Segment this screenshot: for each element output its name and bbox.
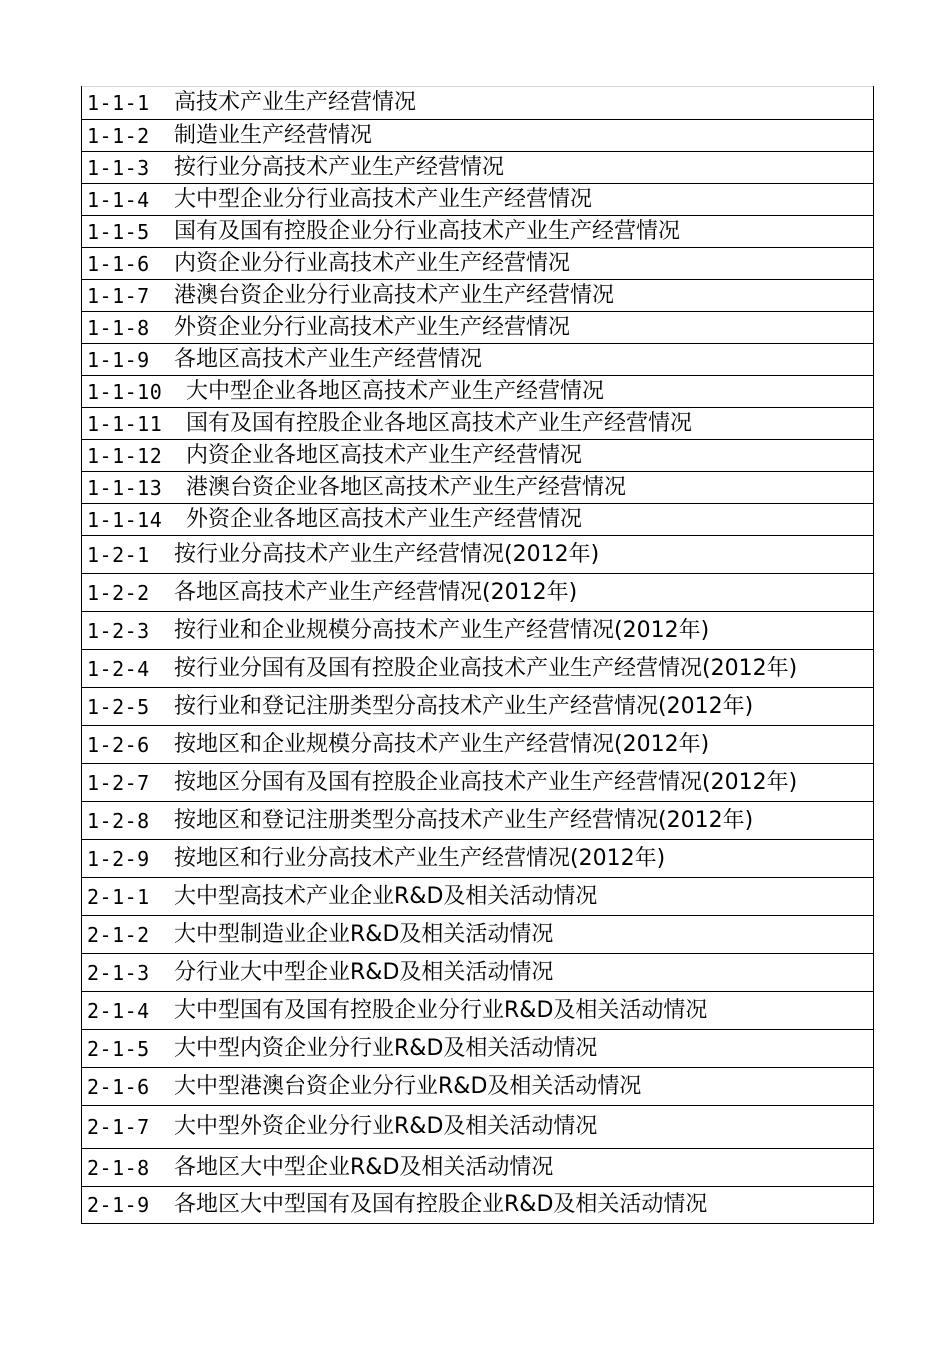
item-title: 外资企业分行业高技术产业生产经营情况 — [174, 314, 571, 340]
item-code: 1-1-10 — [87, 379, 163, 404]
item-title: 大中型国有及国有控股企业分行业R&D及相关活动情况 — [174, 997, 708, 1023]
list-item[interactable] — [82, 1148, 873, 1186]
item-title: 大中型制造业企业R&D及相关活动情况 — [174, 921, 554, 947]
item-code: 2-1-5 — [87, 1036, 150, 1061]
item-code: 1-1-7 — [87, 283, 150, 308]
item-code: 1-1-4 — [87, 187, 150, 212]
list-item[interactable] — [82, 877, 873, 915]
item-title: 按地区分国有及国有控股企业高技术产业生产经营情况(2012年) — [174, 769, 798, 795]
list-item[interactable] — [82, 119, 873, 151]
list-item[interactable] — [82, 215, 873, 247]
item-title: 港澳台资企业分行业高技术产业生产经营情况 — [174, 282, 615, 308]
item-title: 各地区高技术产业生产经营情况 — [174, 346, 483, 372]
item-code: 1-1-2 — [87, 123, 150, 148]
item-title: 按地区和行业分高技术产业生产经营情况(2012年) — [174, 845, 666, 871]
item-title: 内资企业各地区高技术产业生产经营情况 — [186, 442, 583, 468]
list-item[interactable] — [82, 725, 873, 763]
item-code: 1-2-6 — [87, 732, 150, 757]
item-code: 1-1-9 — [87, 347, 150, 372]
item-code: 2-1-8 — [87, 1155, 150, 1180]
item-title: 大中型港澳台资企业分行业R&D及相关活动情况 — [174, 1073, 642, 1099]
item-title: 各地区大中型国有及国有控股企业R&D及相关活动情况 — [174, 1192, 708, 1217]
item-title: 港澳台资企业各地区高技术产业生产经营情况 — [186, 474, 627, 500]
item-code: 1-1-14 — [87, 507, 163, 532]
item-code: 1-2-4 — [87, 656, 150, 681]
item-title: 内资企业分行业高技术产业生产经营情况 — [174, 250, 571, 276]
list-item[interactable] — [82, 503, 873, 535]
item-title: 按行业分高技术产业生产经营情况 — [174, 154, 505, 180]
item-code: 1-1-12 — [87, 443, 163, 468]
item-code: 2-1-1 — [87, 884, 150, 909]
item-title: 国有及国有控股企业各地区高技术产业生产经营情况 — [186, 410, 693, 436]
list-item[interactable] — [82, 1029, 873, 1067]
table-of-contents — [81, 86, 874, 1224]
item-code: 1-1-3 — [87, 155, 150, 180]
list-item[interactable] — [82, 1186, 873, 1223]
item-title: 按行业和企业规模分高技术产业生产经营情况(2012年) — [174, 617, 710, 643]
item-title: 大中型企业分行业高技术产业生产经营情况 — [174, 186, 593, 212]
list-item[interactable] — [82, 611, 873, 649]
item-code: 1-1-8 — [87, 315, 150, 340]
list-item[interactable] — [82, 311, 873, 343]
list-item[interactable] — [82, 649, 873, 687]
item-code: 1-2-3 — [87, 618, 150, 643]
item-title: 分行业大中型企业R&D及相关活动情况 — [174, 959, 554, 985]
list-item[interactable] — [82, 1105, 873, 1148]
item-title: 各地区高技术产业生产经营情况(2012年) — [174, 579, 578, 605]
list-item[interactable] — [82, 991, 873, 1029]
item-title: 按行业分国有及国有控股企业高技术产业生产经营情况(2012年) — [174, 655, 798, 681]
item-code: 1-2-1 — [87, 542, 150, 567]
item-title: 高技术产业生产经营情况 — [174, 90, 417, 115]
item-code: 1-2-7 — [87, 770, 150, 795]
list-item[interactable] — [82, 183, 873, 215]
list-item[interactable] — [82, 953, 873, 991]
list-item[interactable] — [82, 535, 873, 573]
item-code: 1-2-2 — [87, 580, 150, 605]
item-code: 1-1-11 — [87, 411, 163, 436]
list-item[interactable] — [82, 407, 873, 439]
item-title: 按行业和登记注册类型分高技术产业生产经营情况(2012年) — [174, 693, 754, 719]
list-item[interactable] — [82, 279, 873, 311]
item-code: 2-1-3 — [87, 960, 150, 985]
item-code: 2-1-9 — [87, 1193, 150, 1217]
list-item[interactable] — [82, 471, 873, 503]
item-code: 2-1-6 — [87, 1074, 150, 1099]
item-code: 1-2-5 — [87, 694, 150, 719]
item-title: 大中型企业各地区高技术产业生产经营情况 — [186, 378, 605, 404]
list-item[interactable] — [82, 343, 873, 375]
list-item[interactable] — [82, 86, 873, 119]
list-item[interactable] — [82, 763, 873, 801]
item-title: 制造业生产经营情况 — [174, 122, 373, 148]
item-code: 2-1-2 — [87, 922, 150, 947]
item-code: 1-1-5 — [87, 219, 150, 244]
item-code: 1-1-6 — [87, 251, 150, 276]
item-code: 2-1-7 — [87, 1115, 150, 1139]
item-title: 按行业分高技术产业生产经营情况(2012年) — [174, 541, 600, 567]
item-title: 外资企业各地区高技术产业生产经营情况 — [186, 506, 583, 532]
item-code: 2-1-4 — [87, 998, 150, 1023]
item-title: 大中型高技术产业企业R&D及相关活动情况 — [174, 883, 598, 909]
list-item[interactable] — [82, 573, 873, 611]
list-item[interactable] — [82, 1067, 873, 1105]
item-code: 1-2-8 — [87, 808, 150, 833]
item-code: 1-2-9 — [87, 846, 150, 871]
list-item[interactable] — [82, 915, 873, 953]
item-title: 按地区和登记注册类型分高技术产业生产经营情况(2012年) — [174, 807, 754, 833]
list-item[interactable] — [82, 687, 873, 725]
list-item[interactable] — [82, 839, 873, 877]
item-title: 按地区和企业规模分高技术产业生产经营情况(2012年) — [174, 731, 710, 757]
list-item[interactable] — [82, 375, 873, 407]
item-title: 大中型内资企业分行业R&D及相关活动情况 — [174, 1035, 598, 1061]
list-item[interactable] — [82, 247, 873, 279]
item-title: 各地区大中型企业R&D及相关活动情况 — [174, 1154, 554, 1180]
item-code: 1-1-13 — [87, 475, 163, 500]
item-code: 1-1-1 — [87, 91, 150, 115]
item-title: 国有及国有控股企业分行业高技术产业生产经营情况 — [174, 218, 681, 244]
item-title: 大中型外资企业分行业R&D及相关活动情况 — [174, 1114, 598, 1139]
list-item[interactable] — [82, 151, 873, 183]
list-item[interactable] — [82, 801, 873, 839]
list-item[interactable] — [82, 439, 873, 471]
